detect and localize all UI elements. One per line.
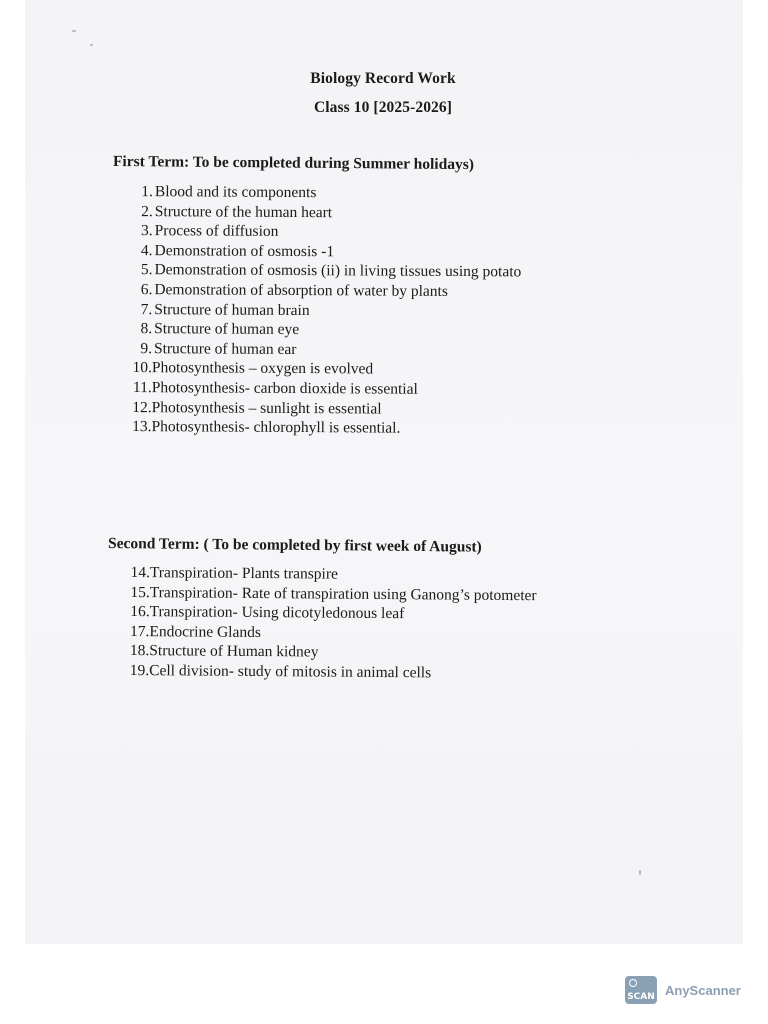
item-number: 11. [132,378,152,397]
item-number: 1. [141,183,153,201]
list-item [129,280,521,302]
list-item [130,182,522,204]
item-text: Photosynthesis- carbon dioxide is essential [151,379,418,398]
item-text: Photosynthesis – oxygen is evolved [151,359,374,378]
item-text: Cell division- study of mitosis in animal cells [149,662,432,682]
item-text: Endocrine Glands [149,622,262,641]
item-text: Structure of Human kidney [149,642,319,661]
scan-speck [90,44,93,46]
scanner-watermark [625,976,741,1004]
item-text: Transpiration- Rate of transpiration using Ganong’s potometer [149,583,537,604]
list-item [128,417,520,439]
document-title: Biology Record Work [310,70,456,87]
item-text: Transpiration- Using dicotyledonous leaf [149,603,405,623]
item-text: Transpiration- Plants transpire [149,564,338,583]
scanner-app-name: AnyScanner [665,982,741,998]
item-text: Structure of human ear [153,339,297,358]
item-number: 9. [140,339,153,357]
item-text: Blood and its components [154,183,317,202]
scanned-page [25,0,743,944]
item-number: 16. [130,603,150,621]
item-number: 13. [132,418,152,436]
item-text: Structure of human brain [154,300,310,319]
list-item [130,241,522,263]
list-item [129,300,521,322]
item-number: 5. [140,261,153,279]
item-text: Photosynthesis – sunlight is essential [151,398,382,418]
item-text: Demonstration of osmosis (ii) in living tissues using potato [154,261,522,281]
item-text: Structure of human eye [154,320,300,339]
item-number: 2. [141,202,153,220]
scanner-logo-text: SCAN [627,992,655,1002]
list-item [129,398,521,420]
item-number: 19. [129,661,150,680]
list-item [129,319,521,341]
first-term-heading: First Term: To be completed during Summer holidays) [112,153,475,174]
item-number: 15. [130,583,150,601]
item-number: 3. [141,222,153,240]
list-item [127,563,537,586]
list-item [130,221,522,243]
list-item [129,378,521,400]
scan-speck [72,30,76,32]
item-number: 14. [130,564,150,582]
item-number: 8. [140,320,153,338]
item-text: Demonstration of absorption of water by plants [154,281,448,300]
list-item [129,339,521,361]
item-text: Demonstration of osmosis -1 [154,241,335,261]
list-item [130,202,522,224]
item-number: 17. [130,622,150,640]
item-number: 10. [132,359,152,377]
first-term-list [128,182,521,439]
list-item [129,260,521,282]
list-item [126,661,536,684]
second-term-list [126,563,537,684]
scan-speck [639,870,641,875]
item-number: 12. [132,398,152,416]
item-text: Photosynthesis- chlorophyll is essential. [151,418,401,437]
item-number: 18. [129,642,150,660]
second-term-heading: Second Term: ( To be completed by first week of August) [107,535,482,556]
list-item [129,358,521,380]
item-text: Structure of the human heart [154,202,333,221]
item-text: Process of diffusion [154,222,279,241]
item-number: 7. [140,300,153,318]
document-subtitle: Class 10 [2025-2026] [313,99,453,116]
item-number: 4. [140,241,153,259]
item-number: 6. [140,281,153,299]
scanner-logo-icon [625,976,657,1004]
